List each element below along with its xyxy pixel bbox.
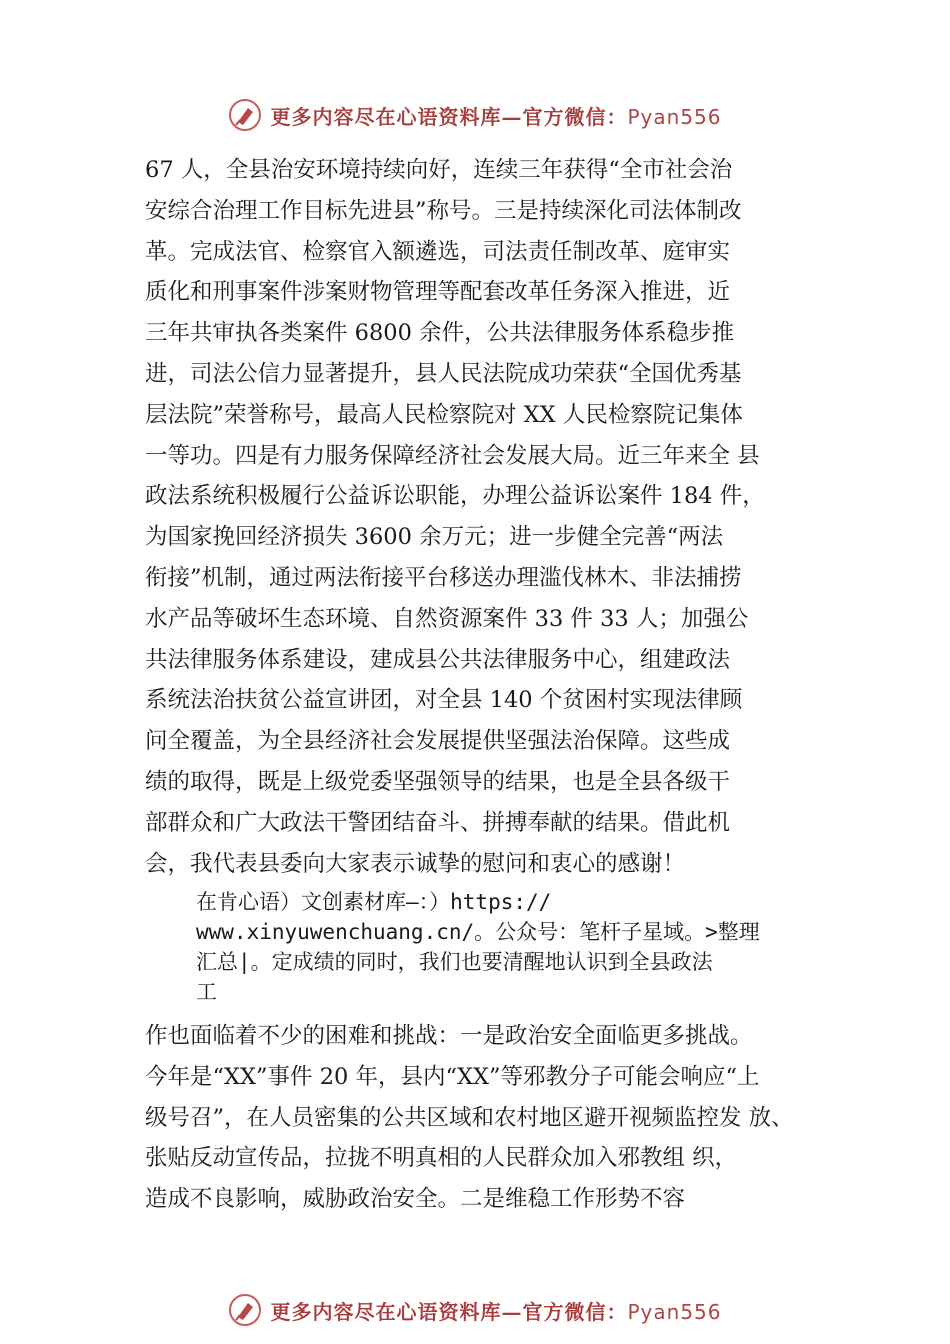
footer-wechat-handle: Pyan556: [627, 1299, 722, 1324]
paragraph-1: [145, 150, 765, 884]
header-banner: [0, 95, 950, 135]
text-line: 级号召”，在人员密集的公共区域和农村地区避开视频监控发 放、: [145, 1104, 794, 1131]
text-line: 作也面临着不少的困难和挑战：一是政治安全面临更多挑战。: [145, 1023, 753, 1049]
text-line: 部群众和广大政法干警团结奋斗、拼搏奉献的结果。借此机: [145, 809, 731, 836]
pen-nib-logo-icon: [228, 1293, 262, 1327]
text-line: 会，我代表县委向大家表示诚挚的慰问和衷心的感谢！: [145, 850, 686, 877]
text-line: 一等功。四是有力服务保障经济社会发展大局。近三年来全 县: [145, 442, 760, 469]
text-line: 67 人，全县治安环境持续向好，连续三年获得“全市社会治: [145, 157, 733, 183]
paragraph-2-promo: [196, 887, 760, 1007]
pen-nib-logo-icon: [228, 98, 262, 132]
header-banner-text: 更多内容尽在心语资料库—官方微信：Pyan556: [270, 104, 722, 129]
text-line: 系统法治扶贫公益宣讲团，对全县 140 个贫困村实现法律顾: [145, 687, 743, 714]
text-line: 今年是“XX”事件 20 年，县内“XX”等邪教分子可能会响应“上: [145, 1063, 760, 1090]
text-line: 衔接”机制，通过两法衔接平台移送办理滥伐林木、非法捕捞: [145, 564, 742, 591]
paragraph-3: [145, 1016, 794, 1220]
text-line: 工: [196, 980, 217, 1004]
text-line: 汇总|。定成绩的同时，我们也要清醒地认识到全县政法: [196, 950, 713, 974]
text-line: 为国家挽回经济损失 3600 余万元；进一步健全完善“两法: [145, 524, 724, 551]
text-line: www.xinyuwenchuang.cn/。公众号：笔杆子星域。>整理: [196, 920, 760, 944]
text-line: 三年共审执各类案件 6800 余件，公共法律服务体系稳步推: [145, 320, 735, 347]
text-line: 造成不良影响，威胁政治安全。二是维稳工作形势不容: [145, 1186, 686, 1213]
text-line: 革。完成法官、检察官入额遴选，司法责任制改革、庭审实: [145, 238, 731, 265]
text-line: 政法系统积极履行公益诉讼职能，办理公益诉讼案件 184 件，: [145, 483, 765, 510]
footer-banner: [0, 1290, 950, 1330]
text-line: 问全覆盖，为全县经济社会发展提供坚强法治保障。这些成: [145, 728, 731, 755]
text-line: 在肯心语）文创素材库—：）https://: [196, 890, 552, 914]
text-line: 层法院”荣誉称号，最高人民检察院对 XX 人民检察院记集体: [145, 401, 743, 428]
text-line: 绩的取得，既是上级党委坚强领导的结果，也是全县各级干: [145, 768, 731, 795]
header-wechat-handle: Pyan556: [627, 104, 722, 129]
text-line: 张贴反动宣传品，拉拢不明真相的人民群众加入邪教组 织，: [145, 1145, 738, 1172]
text-line: 进，司法公信力显著提升，县人民法院成功荣获“全国优秀基: [145, 360, 742, 387]
text-line: 共法律服务体系建设，建成县公共法律服务中心，组建政法: [145, 646, 731, 673]
text-line: 质化和刑事案件涉案财物管理等配套改革任务深入推进，近: [145, 279, 731, 306]
text-line: 水产品等破坏生态环境、自然资源案件 33 件 33 人；加强公: [145, 605, 749, 632]
footer-banner-text: 更多内容尽在心语资料库—官方微信：Pyan556: [270, 1299, 722, 1324]
text-line: 安综合治理工作目标先进县”称号。三是持续深化司法体制改: [145, 197, 742, 224]
